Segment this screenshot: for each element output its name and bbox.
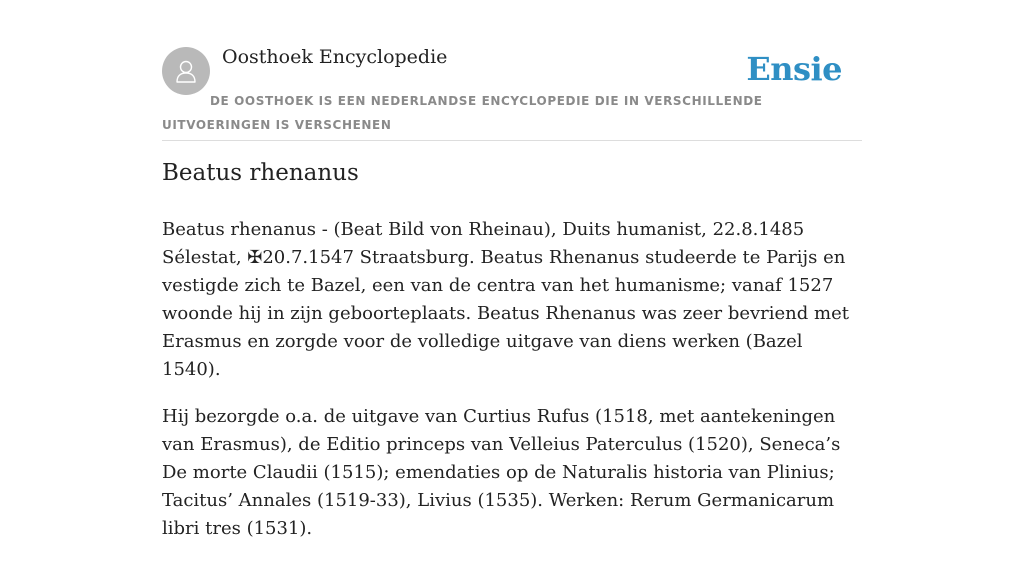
author-name[interactable]: Oosthoek Encyclopedie [222,46,448,68]
article-paragraph: Beatus rhenanus - (Beat Bild von Rheinau), Duits humanist, 22.8.1485 Sélestat, ✠20.7.1547 Straatsburg. Beatus Rhenanus studeerde te Parijs en vestigde zich te Bazel, een van de centra van het humanisme; vanaf 1527 woonde hij in zijn geboorteplaats. Beatus Rhenanus was zeer bevriend met Erasmus en zorgde voor de volledige uitgave van diens werken (Bazel 1540). [162,219,849,380]
article-title: Beatus rhenanus [162,160,359,186]
article-paragraph: Hij bezorgde o.a. de uitgave van Curtius Rufus (1518, met aantekeningen van Erasmus), de Editio princeps van Velleius Paterculus (1520), Seneca’s De morte Claudii (1515); emendaties op de Naturalis historia van Plinius; Tacitus’ Annales (1519-33), Livius (1535). Werken: Rerum Germanicarum libri tres (1531). [162,406,841,539]
avatar[interactable] [162,47,210,95]
brand-logo[interactable]: Ensie [746,50,842,88]
user-icon [171,56,201,86]
header [162,0,862,141]
article-body [162,216,862,562]
author-description: DE OOSTHOEK IS EEN NEDERLANDSE ENCYCLOPEDIE DIE IN VERSCHILLENDE UITVOERINGEN IS VERSCHENEN [162,94,763,132]
page-container [162,0,862,539]
